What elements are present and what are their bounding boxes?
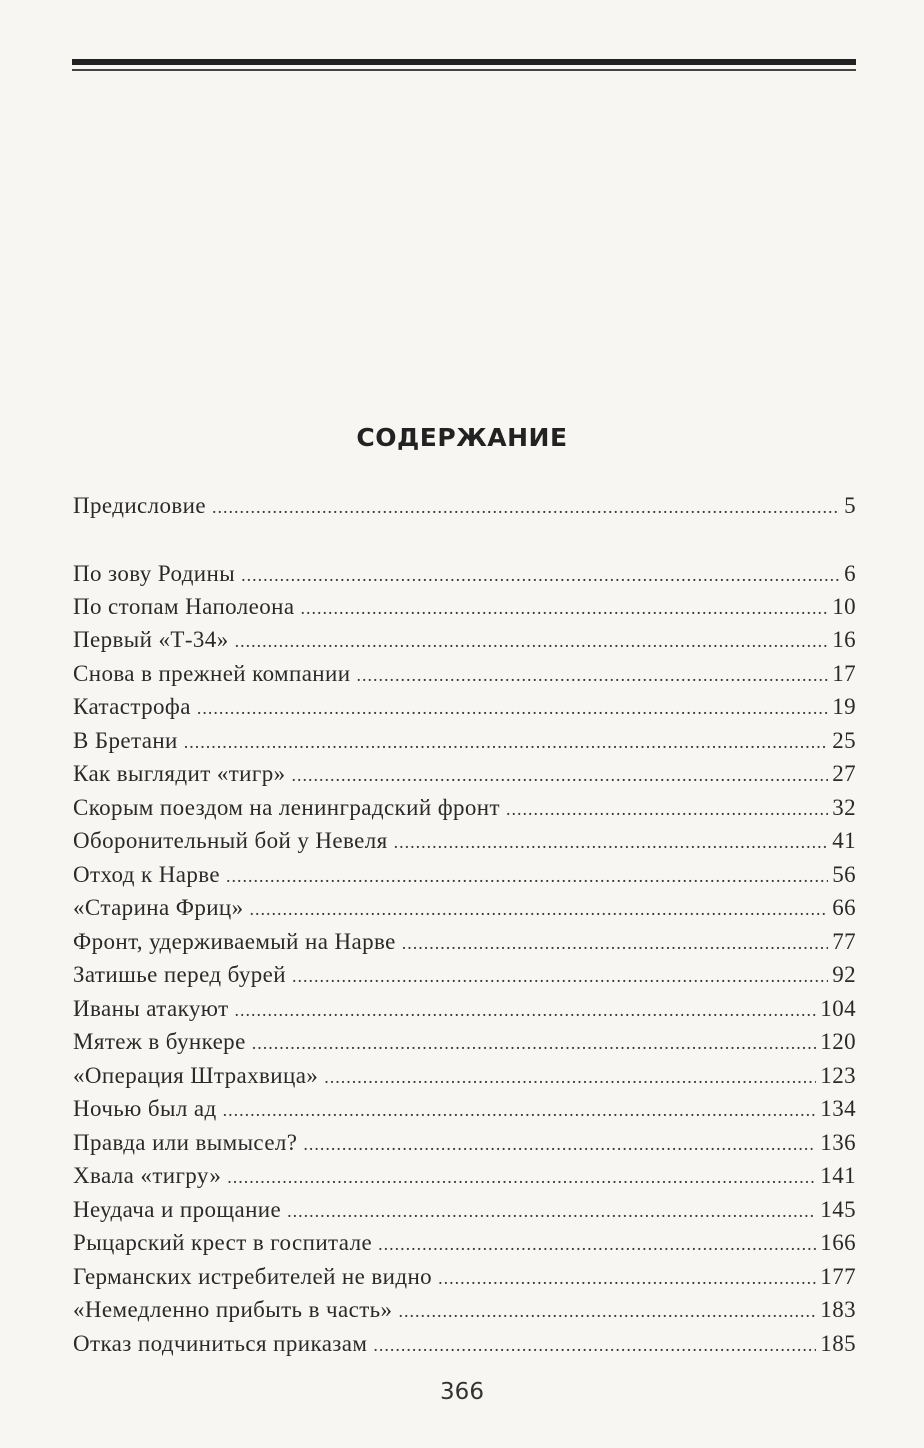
- toc-entry: [73, 795, 856, 829]
- toc-leader-dots: [252, 1033, 817, 1054]
- toc-leader-dots: [300, 598, 828, 619]
- toc-entry-title: «Операция Штрахвица»: [73, 1063, 319, 1088]
- toc-entry-page: 134: [820, 1096, 856, 1121]
- toc-entry: [73, 1063, 856, 1097]
- toc-entry-page: 183: [820, 1297, 856, 1322]
- toc-leader-dots: [292, 966, 828, 987]
- toc-leader-dots: [241, 565, 840, 586]
- toc-entry-title: Мятеж в бункере: [73, 1029, 246, 1054]
- toc-entry-title: «Немедленно прибыть в часть»: [73, 1297, 393, 1322]
- toc-entry-page: 66: [832, 895, 856, 920]
- toc-entry-title: Германских истребителей не видно: [73, 1264, 433, 1289]
- toc-entry-title: Как выглядит «тигр»: [73, 761, 286, 786]
- toc-entry: [73, 694, 856, 728]
- toc-entry-page: 25: [832, 728, 856, 753]
- toc-entry: [73, 561, 856, 595]
- toc-leader-dots: [324, 1067, 816, 1088]
- toc-leader-dots: [226, 866, 828, 887]
- toc-entry-page: 32: [832, 795, 856, 820]
- toc-entry: [73, 627, 856, 661]
- toc-leader-dots: [235, 1000, 817, 1021]
- toc-entry-page: 104: [820, 996, 856, 1021]
- toc-entry: [73, 761, 856, 795]
- toc-entry-title: Неудача и прощание: [73, 1197, 282, 1222]
- toc-leader-dots: [438, 1268, 816, 1289]
- toc-leader-dots: [394, 832, 829, 853]
- toc-entry-page: 136: [820, 1130, 856, 1155]
- toc-entry-title: По стопам Наполеона: [73, 594, 295, 619]
- toc-entry-title: Правда или вымысел?: [73, 1130, 298, 1155]
- toc-entry: [73, 1029, 856, 1063]
- toc-entry-title: Фронт, удерживаемый на Нарве: [73, 929, 396, 954]
- toc-entry-title: Первый «Т-34»: [73, 627, 229, 652]
- toc-entry-title: Оборонительный бой у Невеля: [73, 828, 388, 853]
- toc-entry-page: 6: [844, 561, 856, 586]
- toc-leader-dots: [287, 1201, 816, 1222]
- toc-entry: [73, 862, 856, 896]
- contents-heading: СОДЕРЖАНИЕ: [356, 423, 568, 452]
- toc-leader-dots: [227, 1167, 816, 1188]
- toc-entry: [73, 895, 856, 929]
- toc-leader-dots: [402, 933, 828, 954]
- toc-leader-dots: [250, 899, 829, 920]
- toc-entry-page: 10: [832, 594, 856, 619]
- toc-entry-page: 141: [820, 1163, 856, 1188]
- toc-entry: [73, 1264, 856, 1298]
- toc-entry: [73, 1096, 856, 1130]
- toc-entry-page: 41: [832, 828, 856, 853]
- toc-entry-page: 120: [820, 1029, 856, 1054]
- toc-entry-page: 56: [832, 862, 856, 887]
- toc-entry-title: «Старина Фриц»: [73, 895, 244, 920]
- toc-leader-dots: [212, 497, 840, 518]
- toc-leader-dots: [398, 1301, 816, 1322]
- toc-entry: [73, 1197, 856, 1231]
- toc-entry-title: Рыцарский крест в госпитале: [73, 1230, 373, 1255]
- toc-entry: [73, 1163, 856, 1197]
- toc-entry-page: 166: [820, 1230, 856, 1255]
- toc-entry: [73, 962, 856, 996]
- toc-entry-title: Снова в прежней компании: [73, 661, 351, 686]
- toc-entry-title: По зову Родины: [73, 561, 236, 586]
- toc-entry-title: Предисловие: [73, 493, 206, 518]
- toc-entry-page: 5: [844, 493, 856, 518]
- toc-entry-title: Катастрофа: [73, 694, 191, 719]
- page-number: 366: [440, 1379, 484, 1405]
- toc-entry-title: Затишье перед бурей: [73, 962, 286, 987]
- toc-entry: [73, 996, 856, 1030]
- toc-entry: [73, 1331, 856, 1365]
- toc-entry-page: 123: [820, 1063, 856, 1088]
- toc-entry-page: 17: [832, 661, 856, 686]
- toc-entry-title: Скорым поездом на ленинградский фронт: [73, 795, 500, 820]
- toc-entry-page: 16: [832, 627, 856, 652]
- toc-entry-page: 145: [820, 1197, 856, 1222]
- toc-entry: [73, 1230, 856, 1264]
- toc-leader-dots: [506, 799, 828, 820]
- toc-entry: [73, 828, 856, 862]
- toc-entry: [73, 728, 856, 762]
- toc-entry-page: 19: [832, 694, 856, 719]
- toc-entry-page: 77: [832, 929, 856, 954]
- toc-entry: [73, 1130, 856, 1164]
- toc-leader-dots: [378, 1234, 816, 1255]
- toc-entry-title: Отказ подчиниться приказам: [73, 1331, 368, 1356]
- toc-entry-page: 185: [820, 1331, 856, 1356]
- toc-entry-page: 177: [820, 1264, 856, 1289]
- toc-leader-dots: [356, 665, 828, 686]
- toc-leader-dots: [197, 698, 828, 719]
- toc-leader-dots: [303, 1134, 816, 1155]
- toc-entry: [73, 661, 856, 695]
- toc-entry-title: Ночью был ад: [73, 1096, 217, 1121]
- toc-leader-dots: [184, 732, 828, 753]
- toc-entry: [73, 929, 856, 963]
- toc-leader-dots: [373, 1335, 816, 1356]
- toc-entry-title: В Бретани: [73, 728, 178, 753]
- toc-entry-title: Отход к Нарве: [73, 862, 220, 887]
- toc-entry-title: Хвала «тигру»: [73, 1163, 222, 1188]
- toc-leader-dots: [223, 1100, 817, 1121]
- header-rule-thin: [72, 69, 856, 71]
- toc-entry: [73, 1297, 856, 1331]
- toc-leader-dots: [292, 765, 829, 786]
- toc-leader-dots: [235, 631, 829, 652]
- toc-entry: [73, 493, 856, 527]
- header-rule-thick: [72, 59, 856, 65]
- toc-entry-page: 92: [832, 962, 856, 987]
- toc-entry-title: Иваны атакуют: [73, 996, 229, 1021]
- toc-entry-page: 27: [832, 761, 856, 786]
- toc-entry: [73, 594, 856, 628]
